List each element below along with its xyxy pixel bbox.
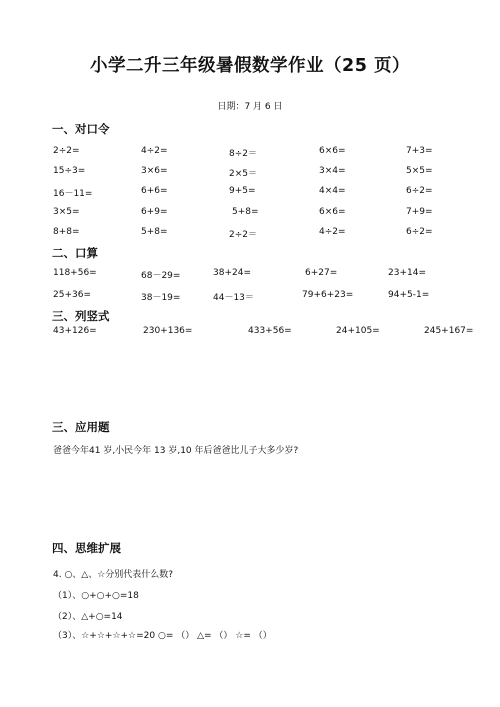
mental-r2-c4: 79+6+23= (302, 290, 354, 300)
thinking-line-2: （2）、△+○=14 (53, 612, 123, 622)
oral-r2-c3: 2×5＝ (229, 169, 257, 179)
oral-r4-c1: 3×5= (53, 207, 80, 217)
oral-r5-c5: 6÷2= (406, 227, 433, 237)
word-problem-text: 爸爸今年41 岁,小民今年 13 岁,10 年后爸爸比儿子大多少岁? (53, 446, 299, 456)
mental-r2-c2: 38－19= (141, 293, 181, 303)
oral-r5-c1: 8+8= (53, 227, 80, 237)
thinking-line-1: （1）、○+○+○=18 (53, 591, 139, 601)
oral-r4-c3: 5+8= (232, 207, 259, 217)
oral-r1-c2: 4÷2= (141, 146, 168, 156)
section-vertical-calc: 三、列竖式 (52, 309, 110, 323)
oral-r5-c3: 2÷2＝ (229, 230, 257, 240)
oral-r5-c4: 4÷2= (319, 227, 346, 237)
oral-r3-c1: 16－11= (53, 189, 93, 199)
vertical-calc-2: 230+136= (143, 326, 193, 336)
section-thinking-extension: 四、思维扩展 (52, 541, 121, 555)
vertical-calc-4: 24+105= (336, 326, 380, 336)
thinking-line-3: （3）、☆+☆+☆+☆=20 ○= （） △= （） ☆= （） (53, 631, 272, 641)
vertical-calc-3: 433+56= (248, 326, 292, 336)
thinking-question: 4. ○、△、☆分别代表什么数? (53, 570, 174, 580)
section-mental-math: 二、口算 (52, 246, 98, 260)
oral-r3-c4: 4×4= (319, 186, 346, 196)
section-word-problem: 三、应用题 (52, 420, 110, 434)
oral-r5-c2: 5+8= (141, 227, 168, 237)
oral-r2-c4: 3×4= (319, 166, 346, 176)
page-title: 小学二升三年级暑假数学作业（25 页） (90, 56, 410, 76)
oral-r1-c3: 8÷2＝ (229, 149, 257, 159)
oral-r3-c5: 6÷2= (406, 186, 433, 196)
mental-r1-c1: 118+56= (53, 268, 97, 278)
oral-r3-c2: 6+6= (141, 186, 168, 196)
mental-r1-c3: 38+24= (213, 268, 251, 278)
vertical-calc-1: 43+126= (53, 326, 97, 336)
mental-r2-c5: 94+5-1= (388, 290, 430, 300)
oral-r1-c4: 6×6= (319, 146, 346, 156)
oral-r2-c2: 3×6= (141, 166, 168, 176)
oral-r1-c1: 2÷2= (53, 146, 80, 156)
mental-r1-c2: 68－29= (141, 271, 181, 281)
oral-r2-c1: 15÷3= (53, 166, 86, 176)
oral-r3-c3: 9+5= (229, 186, 256, 196)
oral-r1-c5: 7+3= (406, 146, 433, 156)
oral-r4-c5: 7+9= (406, 207, 433, 217)
mental-r2-c1: 25+36= (53, 290, 91, 300)
date-line: 日期：7 月 6 日 (217, 102, 283, 112)
section-oral-commands: 一、对口令 (52, 122, 110, 136)
mental-r1-c5: 23+14= (388, 268, 426, 278)
oral-r4-c4: 6×6= (319, 207, 346, 217)
oral-r4-c2: 6+9= (141, 207, 168, 217)
oral-r2-c5: 5×5= (406, 166, 433, 176)
mental-r2-c3: 44－13＝ (213, 293, 254, 303)
vertical-calc-5: 245+167= (424, 326, 474, 336)
mental-r1-c4: 6+27= (305, 268, 338, 278)
